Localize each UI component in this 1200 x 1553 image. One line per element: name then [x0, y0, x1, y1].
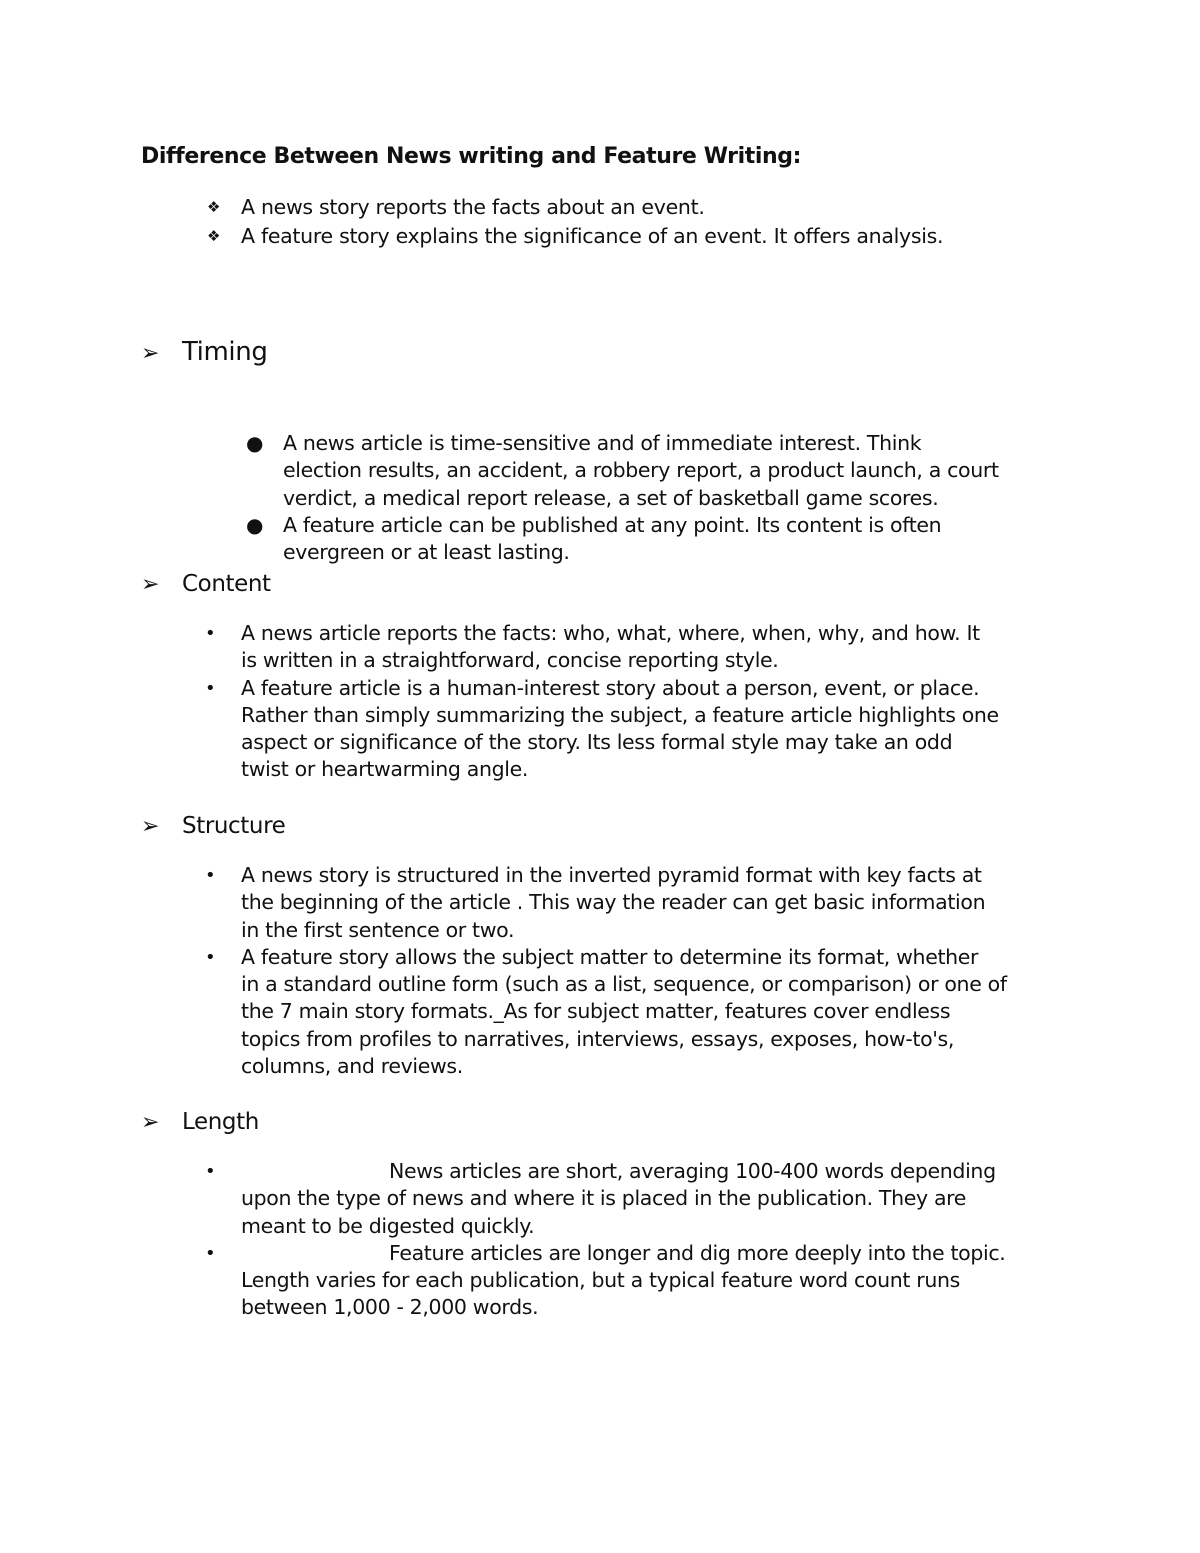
- dot-bullet-icon: ●: [246, 512, 264, 537]
- intro-item: [207, 193, 943, 222]
- arrow-bullet-icon: ➢: [141, 814, 160, 839]
- section-heading-text: Length: [182, 1109, 259, 1135]
- list-item-line: upon the type of news and where it is placed in the publication. They are: [241, 1186, 967, 1211]
- structure-list: [205, 862, 1007, 1080]
- list-item: [246, 512, 999, 567]
- dot-bullet-icon: ●: [246, 431, 264, 455]
- document-title: Difference Between News writing and Feature Writing:: [141, 144, 802, 169]
- list-item: [205, 620, 999, 675]
- list-item-line: A news article reports the facts: who, what, where, when, why, and how. It: [241, 621, 980, 645]
- list-item-line: A news story is structured in the inverted pyramid format with key facts at: [241, 863, 982, 887]
- intro-list: [207, 193, 943, 251]
- list-item-line: meant to be digested quickly.: [241, 1213, 535, 1238]
- dot-bullet-icon: •: [205, 1242, 216, 1264]
- dot-bullet-icon: •: [205, 623, 216, 644]
- arrow-bullet-icon: ➢: [141, 341, 160, 366]
- list-item: [205, 862, 1007, 944]
- list-item-line: A news article is time-sensitive and of immediate interest. Think: [283, 431, 922, 455]
- list-item-line: the 7 main story formats._As for subject matter, features cover endless: [241, 999, 951, 1024]
- list-item-line: is written in a straightforward, concise reporting style.: [241, 648, 779, 673]
- list-item-line: Length varies for each publication, but a typical feature word count runs: [241, 1268, 960, 1293]
- list-item-line: Rather than simply summarizing the subject, a feature article highlights one: [241, 702, 999, 727]
- list-item-line: A feature story allows the subject matter to determine its format, whether: [241, 944, 979, 969]
- section-heading-structure: [141, 813, 285, 839]
- list-item-line: evergreen or at least lasting.: [283, 540, 570, 565]
- list-item-line: election results, an accident, a robbery report, a product launch, a court: [283, 458, 999, 483]
- list-item: [205, 944, 1007, 1080]
- content-list: [205, 620, 999, 784]
- diamond-bullet-icon: ❖: [207, 198, 221, 216]
- list-item-line: News articles are short, averaging 100-400 words depending: [389, 1159, 996, 1183]
- list-item-line: twist or heartwarming angle.: [241, 757, 529, 782]
- list-item-line: Feature articles are longer and dig more deeply into the topic.: [389, 1240, 1006, 1265]
- intro-item-text: A feature story explains the significance of an event. It offers analysis.: [241, 224, 944, 248]
- list-item: [246, 430, 999, 512]
- section-heading-content: [141, 571, 271, 597]
- length-list: [205, 1158, 1006, 1322]
- list-item-line: verdict, a medical report release, a set of basketball game scores.: [283, 485, 939, 510]
- section-heading-timing: [141, 337, 267, 367]
- list-item-line: the beginning of the article . This way the reader can get basic information: [241, 890, 986, 915]
- timing-list: [246, 430, 999, 566]
- intro-item: [207, 222, 943, 251]
- list-item-line: between 1,000 - 2,000 words.: [241, 1295, 539, 1320]
- intro-item-text: A news story reports the facts about an event.: [241, 195, 705, 219]
- list-item: [205, 1158, 1005, 1240]
- arrow-bullet-icon: ➢: [141, 572, 160, 597]
- list-item-line: topics from profiles to narratives, interviews, essays, exposes, how-to's,: [241, 1026, 955, 1051]
- dot-bullet-icon: •: [205, 865, 216, 886]
- list-item: [205, 675, 999, 784]
- list-item-line: columns, and reviews.: [241, 1054, 463, 1079]
- list-item-line: in the first sentence or two.: [241, 917, 515, 942]
- section-heading-text: Content: [182, 571, 271, 597]
- list-item-line: in a standard outline form (such as a list, sequence, or comparison) or one of: [241, 972, 1007, 997]
- diamond-bullet-icon: ❖: [207, 227, 221, 245]
- section-heading-length: [141, 1109, 259, 1135]
- dot-bullet-icon: •: [205, 946, 216, 968]
- list-item-line: A feature article is a human-interest story about a person, event, or place.: [241, 675, 980, 700]
- list-item-line: aspect or significance of the story. Its less formal style may take an odd: [241, 730, 953, 755]
- arrow-bullet-icon: ➢: [141, 1110, 160, 1135]
- list-item: [205, 1240, 1006, 1322]
- dot-bullet-icon: •: [205, 677, 216, 699]
- dot-bullet-icon: •: [205, 1161, 216, 1182]
- list-item-line: A feature article can be published at any point. Its content is often: [283, 512, 942, 537]
- section-heading-text: Timing: [182, 337, 268, 367]
- section-heading-text: Structure: [182, 813, 286, 839]
